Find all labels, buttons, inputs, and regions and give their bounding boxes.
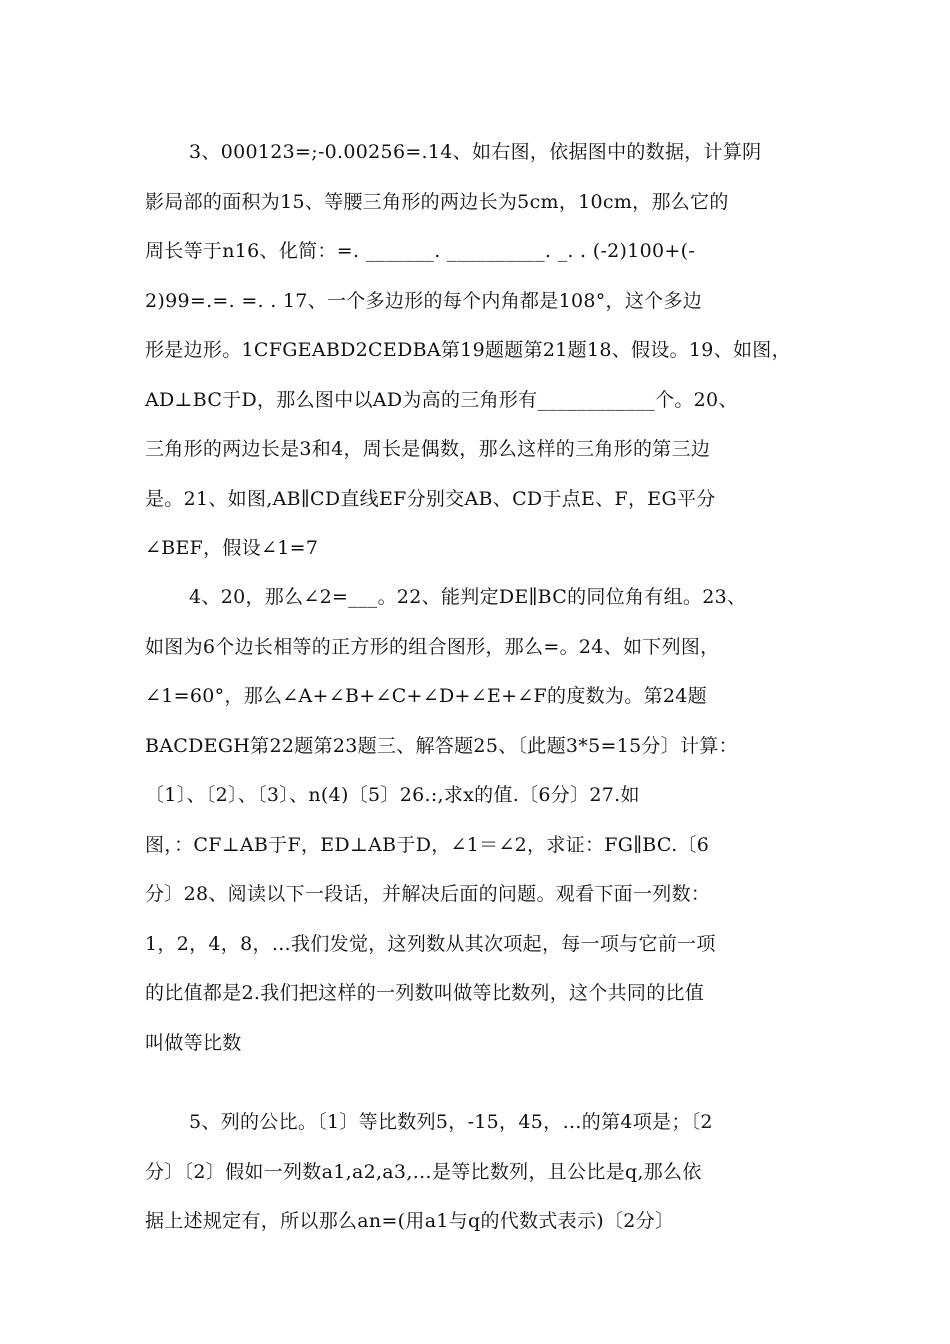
text-line: 是。21、如图,AB∥CD直线EF分别交AB、CD于点E、F，EG平分	[145, 487, 716, 510]
text-line: 三角形的两边长是3和4，周长是偶数，那么这样的三角形的第三边	[145, 438, 711, 460]
paragraph-3	[145, 1098, 805, 1247]
text-line: 影局部的面积为15、等腰三角形的两边长为5cm，10cm，那么它的	[145, 190, 729, 213]
paragraph-2	[145, 573, 805, 1068]
text-line: 的比值都是2.我们把这样的一列数叫做等比数列，这个共同的比值	[145, 982, 705, 1004]
text-line: 分〕〔2〕假如一列数a1,a2,a3,…是等比数列，且公比是q,那么依	[145, 1160, 702, 1183]
text-line: ∠1=60°，那么∠A+∠B+∠C+∠D+∠E+∠F的度数为。第24题	[145, 685, 707, 707]
text-line: 叫做等比数	[145, 1031, 242, 1054]
text-line: BACDEGH第22题第23题三、解答题25、〔此题3*5=15分〕计算：	[145, 734, 738, 757]
text-line: 形是边形。1CFGEABD2CEDBA第19题题第21题18、假设。19、如图，	[145, 339, 791, 361]
text-line: 1，2，4，8，…我们发觉，这列数从其次项起，每一项与它前一项	[145, 932, 716, 955]
text-line: 据上述规定有，所以那么an=(用a1与q的代数式表示)〔2分〕	[145, 1210, 675, 1232]
text-line: 如图为6个边长相等的正方形的组合图形，那么=。24、如下列图，	[145, 635, 720, 658]
text-line: 5、列的公比。〔1〕等比数列5，-15，45，…的第4项是；〔2	[189, 1111, 713, 1133]
text-line: 2)99=.=. =. . 17、一个多边形的每个内角都是108°，这个多边	[145, 289, 703, 312]
text-line: AD⊥BC于D，那么图中以AD为高的三角形有____________个。20、	[145, 388, 738, 411]
text-line: 〔1〕、〔2〕、〔3〕、n(4)〔5〕26.:,求x的值.〔6分〕27.如	[145, 784, 640, 806]
text-line: 3、000123=;-0.00256=.14、如右图，依据图中的数据，计算阴	[189, 141, 762, 163]
text-line: 分〕28、阅读以下一段话，并解决后面的问题。观看下面一列数：	[145, 883, 711, 905]
text-line: ∠BEF，假设∠1=7	[145, 537, 319, 559]
text-line: 周长等于n16、化简：=. _______. __________. _. . (-2)100+(-	[145, 240, 696, 262]
text-line: 图，：CF⊥AB于F，ED⊥AB于D，∠1＝∠2，求证：FG∥BC.〔6	[145, 833, 710, 856]
paragraph-1	[145, 128, 805, 574]
text-line: 4、20，那么∠2=___。22、能判定DE∥BC的同位角有组。23、	[189, 586, 747, 608]
